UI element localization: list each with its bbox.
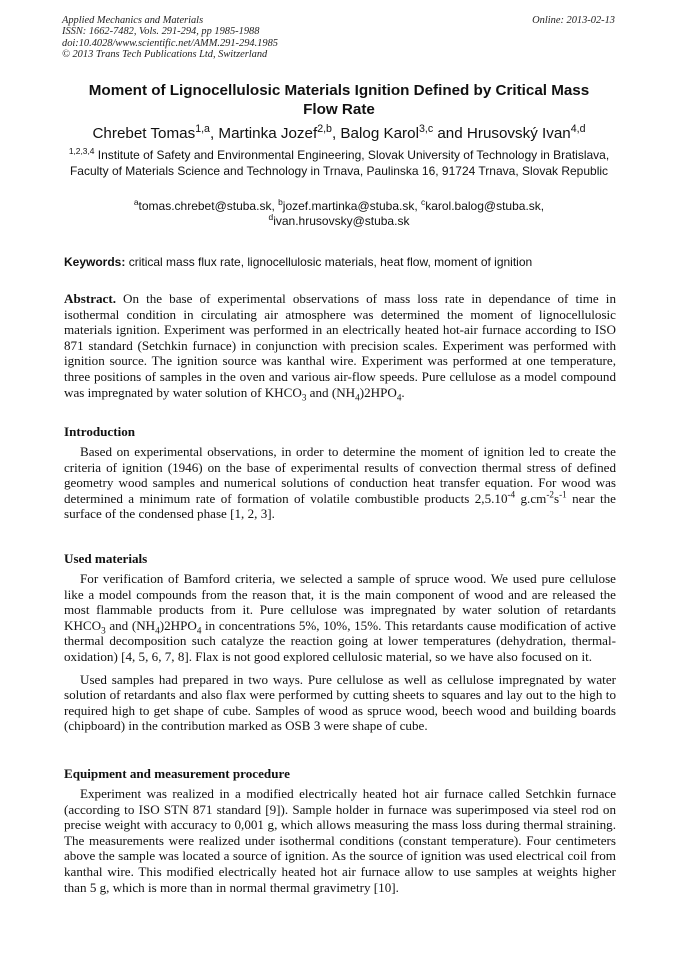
email-link[interactable]: tomas.chrebet@stuba.sk, bbox=[138, 199, 279, 213]
author-affil-mark: 1,a bbox=[195, 122, 210, 135]
paragraph bbox=[64, 571, 616, 665]
email-link[interactable]: ivan.hrusovsky@stuba.sk bbox=[273, 214, 410, 228]
author-name: Chrebet Tomas bbox=[92, 125, 196, 142]
email-mark: a bbox=[133, 197, 139, 207]
superscript: -1 bbox=[559, 489, 567, 500]
email-mark: b bbox=[278, 197, 283, 207]
subscript: 4 bbox=[396, 392, 402, 403]
subscript: 3 bbox=[301, 392, 307, 403]
paragraph-text: For verification of Bamford criteria, we selected a sample of spruce wood. We used pure cellulose like a model compounds from the reason that, it is the main component of wood and are released the most flammable products from it. Pure cellulose was impregnated by water solution of retardants KHCO bbox=[64, 571, 616, 633]
paragraph-text: s bbox=[553, 490, 560, 506]
abstract-text: . bbox=[401, 384, 405, 400]
subscript: 4 bbox=[155, 625, 160, 636]
superscript: -4 bbox=[507, 489, 516, 500]
paper-title: Moment of Lignocellulosic Materials Ignition Defined by Critical Mass Flow Rate bbox=[88, 82, 590, 118]
keywords-label: Keywords: bbox=[64, 255, 126, 269]
journal-issn: ISSN: 1662-7482, Vols. 291-294, pp 1985-1988 bbox=[62, 26, 260, 38]
author-separator: and bbox=[433, 125, 467, 142]
author-affil-mark: 3,c bbox=[418, 122, 434, 135]
author-name: Balog Karol bbox=[340, 125, 419, 142]
paragraph bbox=[64, 444, 616, 522]
subscript: 3 bbox=[101, 625, 106, 636]
email-mark: c bbox=[421, 197, 426, 207]
superscript: -2 bbox=[546, 489, 554, 500]
section-heading-used-materials: Used materials bbox=[64, 551, 148, 566]
keywords bbox=[64, 255, 616, 270]
abstract-label: Abstract. bbox=[64, 291, 116, 306]
author-name: Hrusovský Ivan bbox=[466, 125, 571, 142]
abstract-text: On the base of experimental observations of mass loss rate in dependance of time in isothermal condition in circulating air atmosphere was determined the moment of lignocellulosic materials ignition. Experiment was performed in an electrically heated hot-air furnace according to ISO 871 standard (Setchkin furnace) in conjunction with precision scales. Experiment was performed with ignition source. The ignition source was kanthal wire. Experiment was performed at one temperature, three positions of samples in the oven and various air-flow speeds. Pure cellulose as a model compound was impregnated by water solution of KHCO bbox=[64, 291, 616, 400]
email-link[interactable]: jozef.martinka@stuba.sk, bbox=[282, 199, 422, 213]
subscript: 4 bbox=[355, 392, 360, 403]
abstract-text: and (NH bbox=[306, 384, 356, 400]
author-name: Martinka Jozef bbox=[218, 125, 318, 142]
email-mark: d bbox=[268, 212, 274, 222]
journal-doi: doi:10.4028/www.scientific.net/AMM.291-294.1985 bbox=[62, 37, 278, 49]
abstract-text: )2HPO bbox=[359, 384, 397, 400]
author-affil-mark: 4,d bbox=[570, 122, 586, 135]
email-list bbox=[64, 199, 614, 229]
author-affil-mark: 2,b bbox=[317, 122, 332, 135]
paragraph-text: g.cm bbox=[515, 490, 547, 506]
section-heading-equipment: Equipment and measurement procedure bbox=[64, 766, 290, 781]
equipment-body bbox=[64, 786, 616, 895]
journal-copyright: © 2013 Trans Tech Publications Ltd, Switzerland bbox=[62, 48, 268, 60]
paragraph: Experiment was realized in a modified electrically heated hot air furnace called Setchkin furnace (according to ISO STN 871 standard [9]). Sample holder in furnace was superimposed via steel rod on precise weight with accuracy to 0,001 g, which allows measuring the mass loss during thermal straining. The measurements were realized under isothermal conditions (constant temperature). Four centimeters above the sample was located a source of ignition. As the source of ignition was used electrical coil from kanthal wire. This modified electrically heated hot air furnace allow to use samples at weights higher than 5 g, which is more than in normal thermal gravimetry [10]. bbox=[64, 786, 616, 895]
journal-name: Applied Mechanics and Materials bbox=[62, 15, 204, 26]
paragraph-text: near the surface of the condensed phase [1, 2, 3]. bbox=[64, 490, 616, 522]
paragraph-text: in concentrations 5%, 10%, 15%. This retardants cause modification of active thermal decomposition such catalyze the reaction going at lower temperatures (dehydration, thermal-oxidation) [4, 5, 6, 7, 8]. Flax is not good explored cellulosic material, so we have also focused on it. bbox=[64, 617, 616, 664]
introduction-body bbox=[64, 444, 616, 522]
email-link[interactable]: karol.balog@stuba.sk, bbox=[425, 199, 545, 213]
online-date: Online: 2013-02-13 bbox=[532, 15, 615, 26]
abstract bbox=[64, 291, 616, 403]
journal-header bbox=[62, 15, 615, 60]
section-heading-introduction: Introduction bbox=[64, 424, 136, 439]
affiliation-text: Institute of Safety and Environmental Engineering, Slovak University of Technology in Bratislava, Faculty of Materials Science and Technology in Trnava, Paulinska 16, 91724 Trnava, Slovak Republic bbox=[69, 148, 610, 178]
used-materials-body bbox=[64, 571, 616, 734]
affiliation-mark: 1,2,3,4 bbox=[68, 146, 95, 156]
author-list: Chrebet Tomas$^{1,a}$, Martinka Jozef$^{2,b}$, Balog Karol$^{3,c}$ and Hrusovský Ivan$^{4,d}$ bbox=[92, 122, 586, 142]
affiliation bbox=[64, 147, 614, 179]
paragraph-text: and (NH bbox=[105, 617, 156, 633]
subscript: 4 bbox=[196, 625, 202, 636]
paragraph: Used samples had prepared in two ways. Pure cellulose as well as cellulose impregnated by water solution of retardants and also flax were performed by cutting sheets to squares and lay out to the high to required high to get shape of cube. Samples of wood as spruce wood, beech wood and building boards (chipboard) in the contribution marked as OSB 3 were shape of cube. bbox=[64, 671, 616, 734]
paragraph-text: )2HPO bbox=[159, 617, 197, 633]
paragraph-text: Based on experimental observations, in order to determine the moment of ignition led to create the criteria of ignition (1946) on the base of experimental results of convection thermal stress of defined geometry wood samples and numerical solutions of conduction heat transfer equation. For wood was determined a minimum rate of formation of volatile combustible products 2,5.10 bbox=[64, 444, 616, 506]
keywords-text: critical mass flux rate, lignocellulosic materials, heat flow, moment of ignition bbox=[125, 255, 533, 269]
